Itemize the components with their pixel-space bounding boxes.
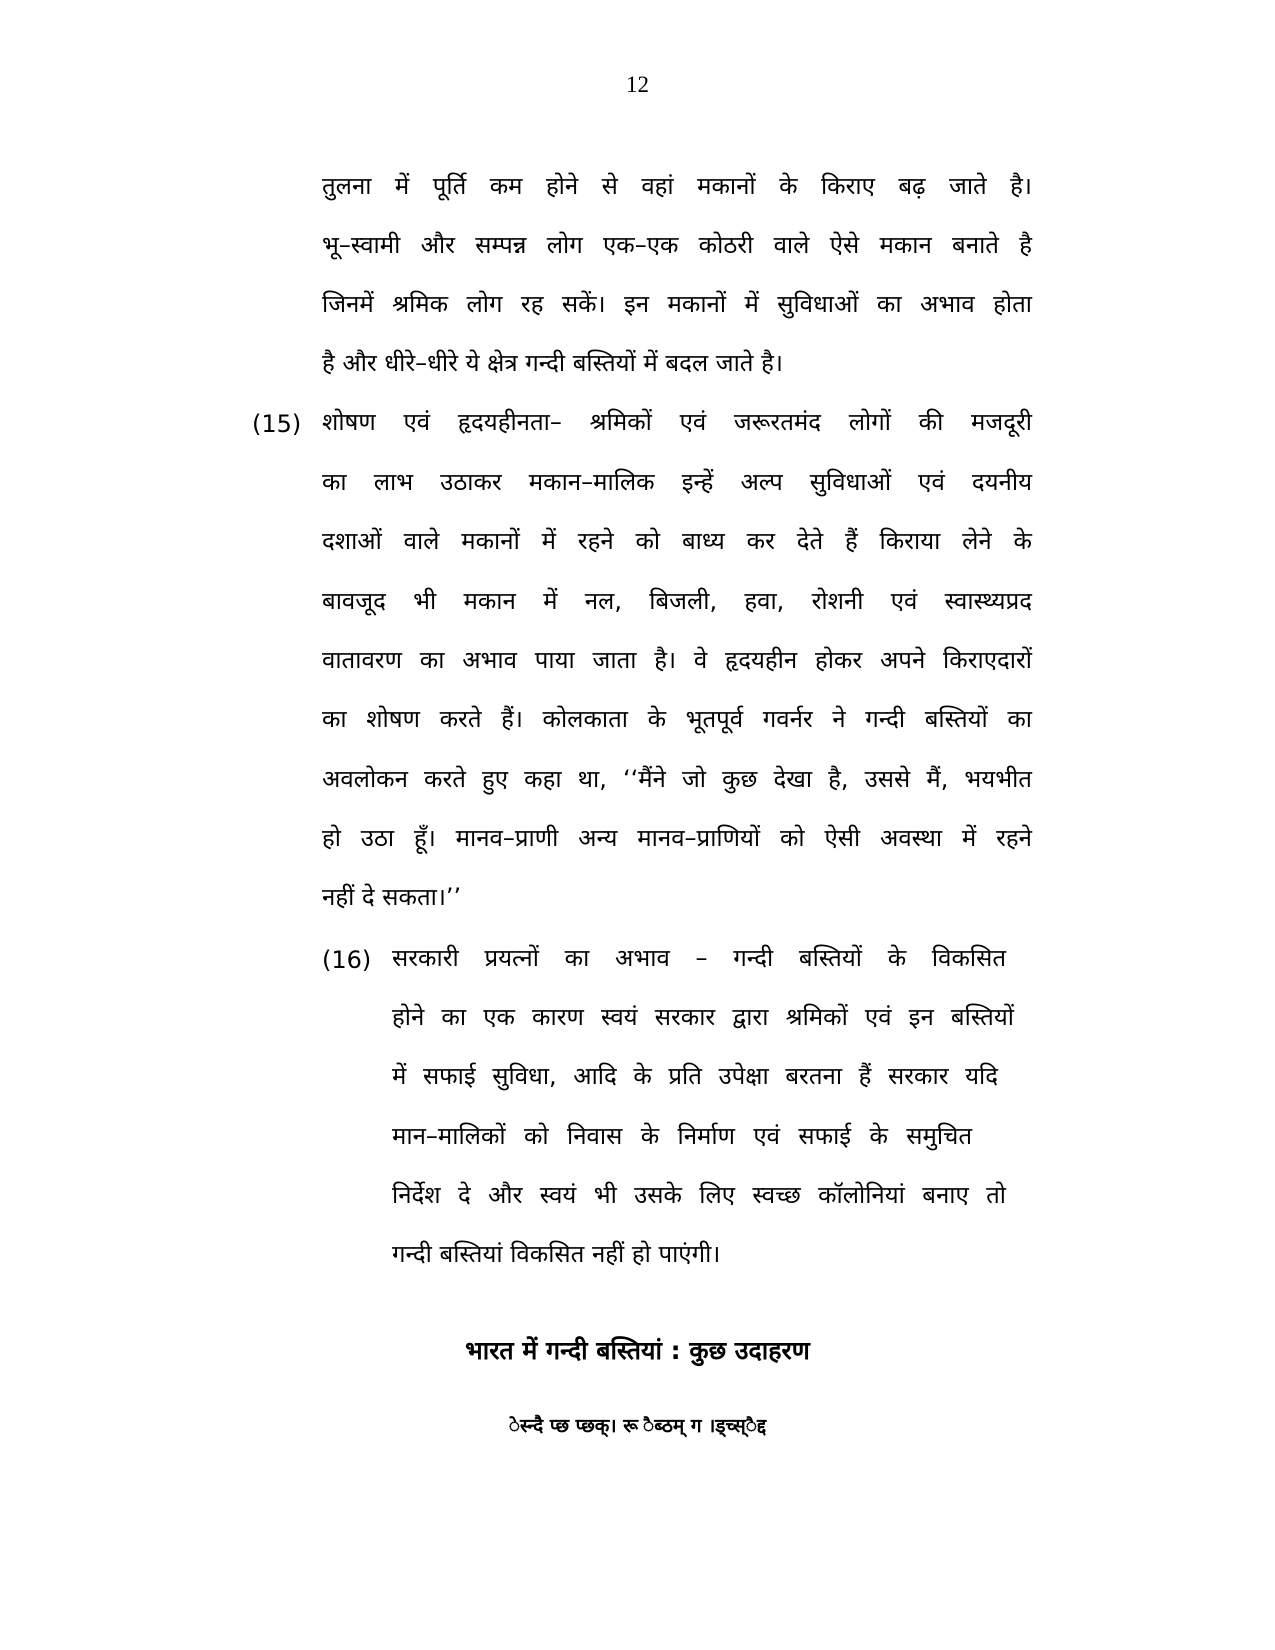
item-15-line-4: बावजूद भी मकान में नल, बिजली, हवा, रोशनी एवं स्वास्थ्यप्रद — [322, 587, 1032, 615]
item-15-number: (15) — [252, 410, 302, 438]
para-line-4: है और धीरे–धीरे ये क्षेत्र गन्दी बस्तियों में बदल जाते है। — [322, 349, 783, 377]
item-16-line-3: में सफाई सुविधा, आदि के प्रति उपेक्षा बरतना हैं सरकार यदि — [392, 1062, 998, 1090]
item-16-line-1: सरकारी प्रयत्नों का अभाव – गन्दी बस्तियों के विकसित — [392, 944, 1006, 972]
item-15-line-8: हो उठा हूँ। मानव–प्राणी अन्य मानव–प्राणियों को ऐसी अवस्था में रहने — [322, 824, 1032, 852]
page-number: 12 — [626, 72, 649, 97]
item-15-line-5: वातावरण का अभाव पाया जाता है। वे हृदयहीन होकर अपने किराएदारों — [322, 646, 1032, 674]
item-16-number: (16) — [322, 946, 372, 974]
item-16-line-4: मान–मालिकों को निवास के निर्माण एवं सफाई के समुचित — [392, 1122, 972, 1150]
item-16-line-2: होने का एक कारण स्वयं सरकार द्वारा श्रमिकों एवं इन बस्तियों — [392, 1003, 1014, 1031]
garbled-subheading: ेस्न्दै प्छ प्छक्। रू ैब्ठम् ग ।ड्च्स्ैद्द — [508, 1415, 767, 1437]
item-15-line-2: का लाभ उठाकर मकान–मालिक इन्हें अल्प सुविधाओं एवं दयनीय — [322, 468, 1032, 496]
para-line-1: तुलना में पूर्ति कम होने से वहां मकानों के किराए बढ़ जाते है। — [322, 172, 1032, 200]
item-16-line-6: गन्दी बस्तियां विकसित नहीं हो पाएंगी। — [392, 1240, 721, 1268]
item-15-line-1: शोषण एवं हृदयहीनता– श्रमिकों एवं जरूरतमंद लोगों की मजदूरी — [322, 408, 1032, 436]
item-15-line-6: का शोषण करते हैं। कोलकाता के भूतपूर्व गवर्नर ने गन्दी बस्तियों का — [322, 705, 1032, 733]
item-16-line-5: निर्देश दे और स्वयं भी उसके लिए स्वच्छ कॉलोनियां बनाए तो — [392, 1181, 1006, 1209]
item-15-line-9: नहीं दे सकता।’’ — [322, 883, 462, 911]
para-line-2: भू–स्वामी और सम्पन्न लोग एक–एक कोठरी वाले ऐसे मकान बनाते है — [322, 231, 1032, 259]
item-15-line-7: अवलोकन करते हुए कहा था, ‘‘मैंने जो कुछ देखा है, उससे मैं, भयभीत — [322, 765, 1032, 793]
section-heading: भारत में गन्दी बस्तियां : कुछ उदाहरण — [465, 1336, 810, 1365]
para-line-3: जिनमें श्रमिक लोग रह सकें। इन मकानों में सुविधाओं का अभाव होता — [322, 290, 1032, 318]
item-15-line-3: दशाओं वाले मकानों में रहने को बाध्य कर देते हैं किराया लेने के — [322, 527, 1032, 555]
